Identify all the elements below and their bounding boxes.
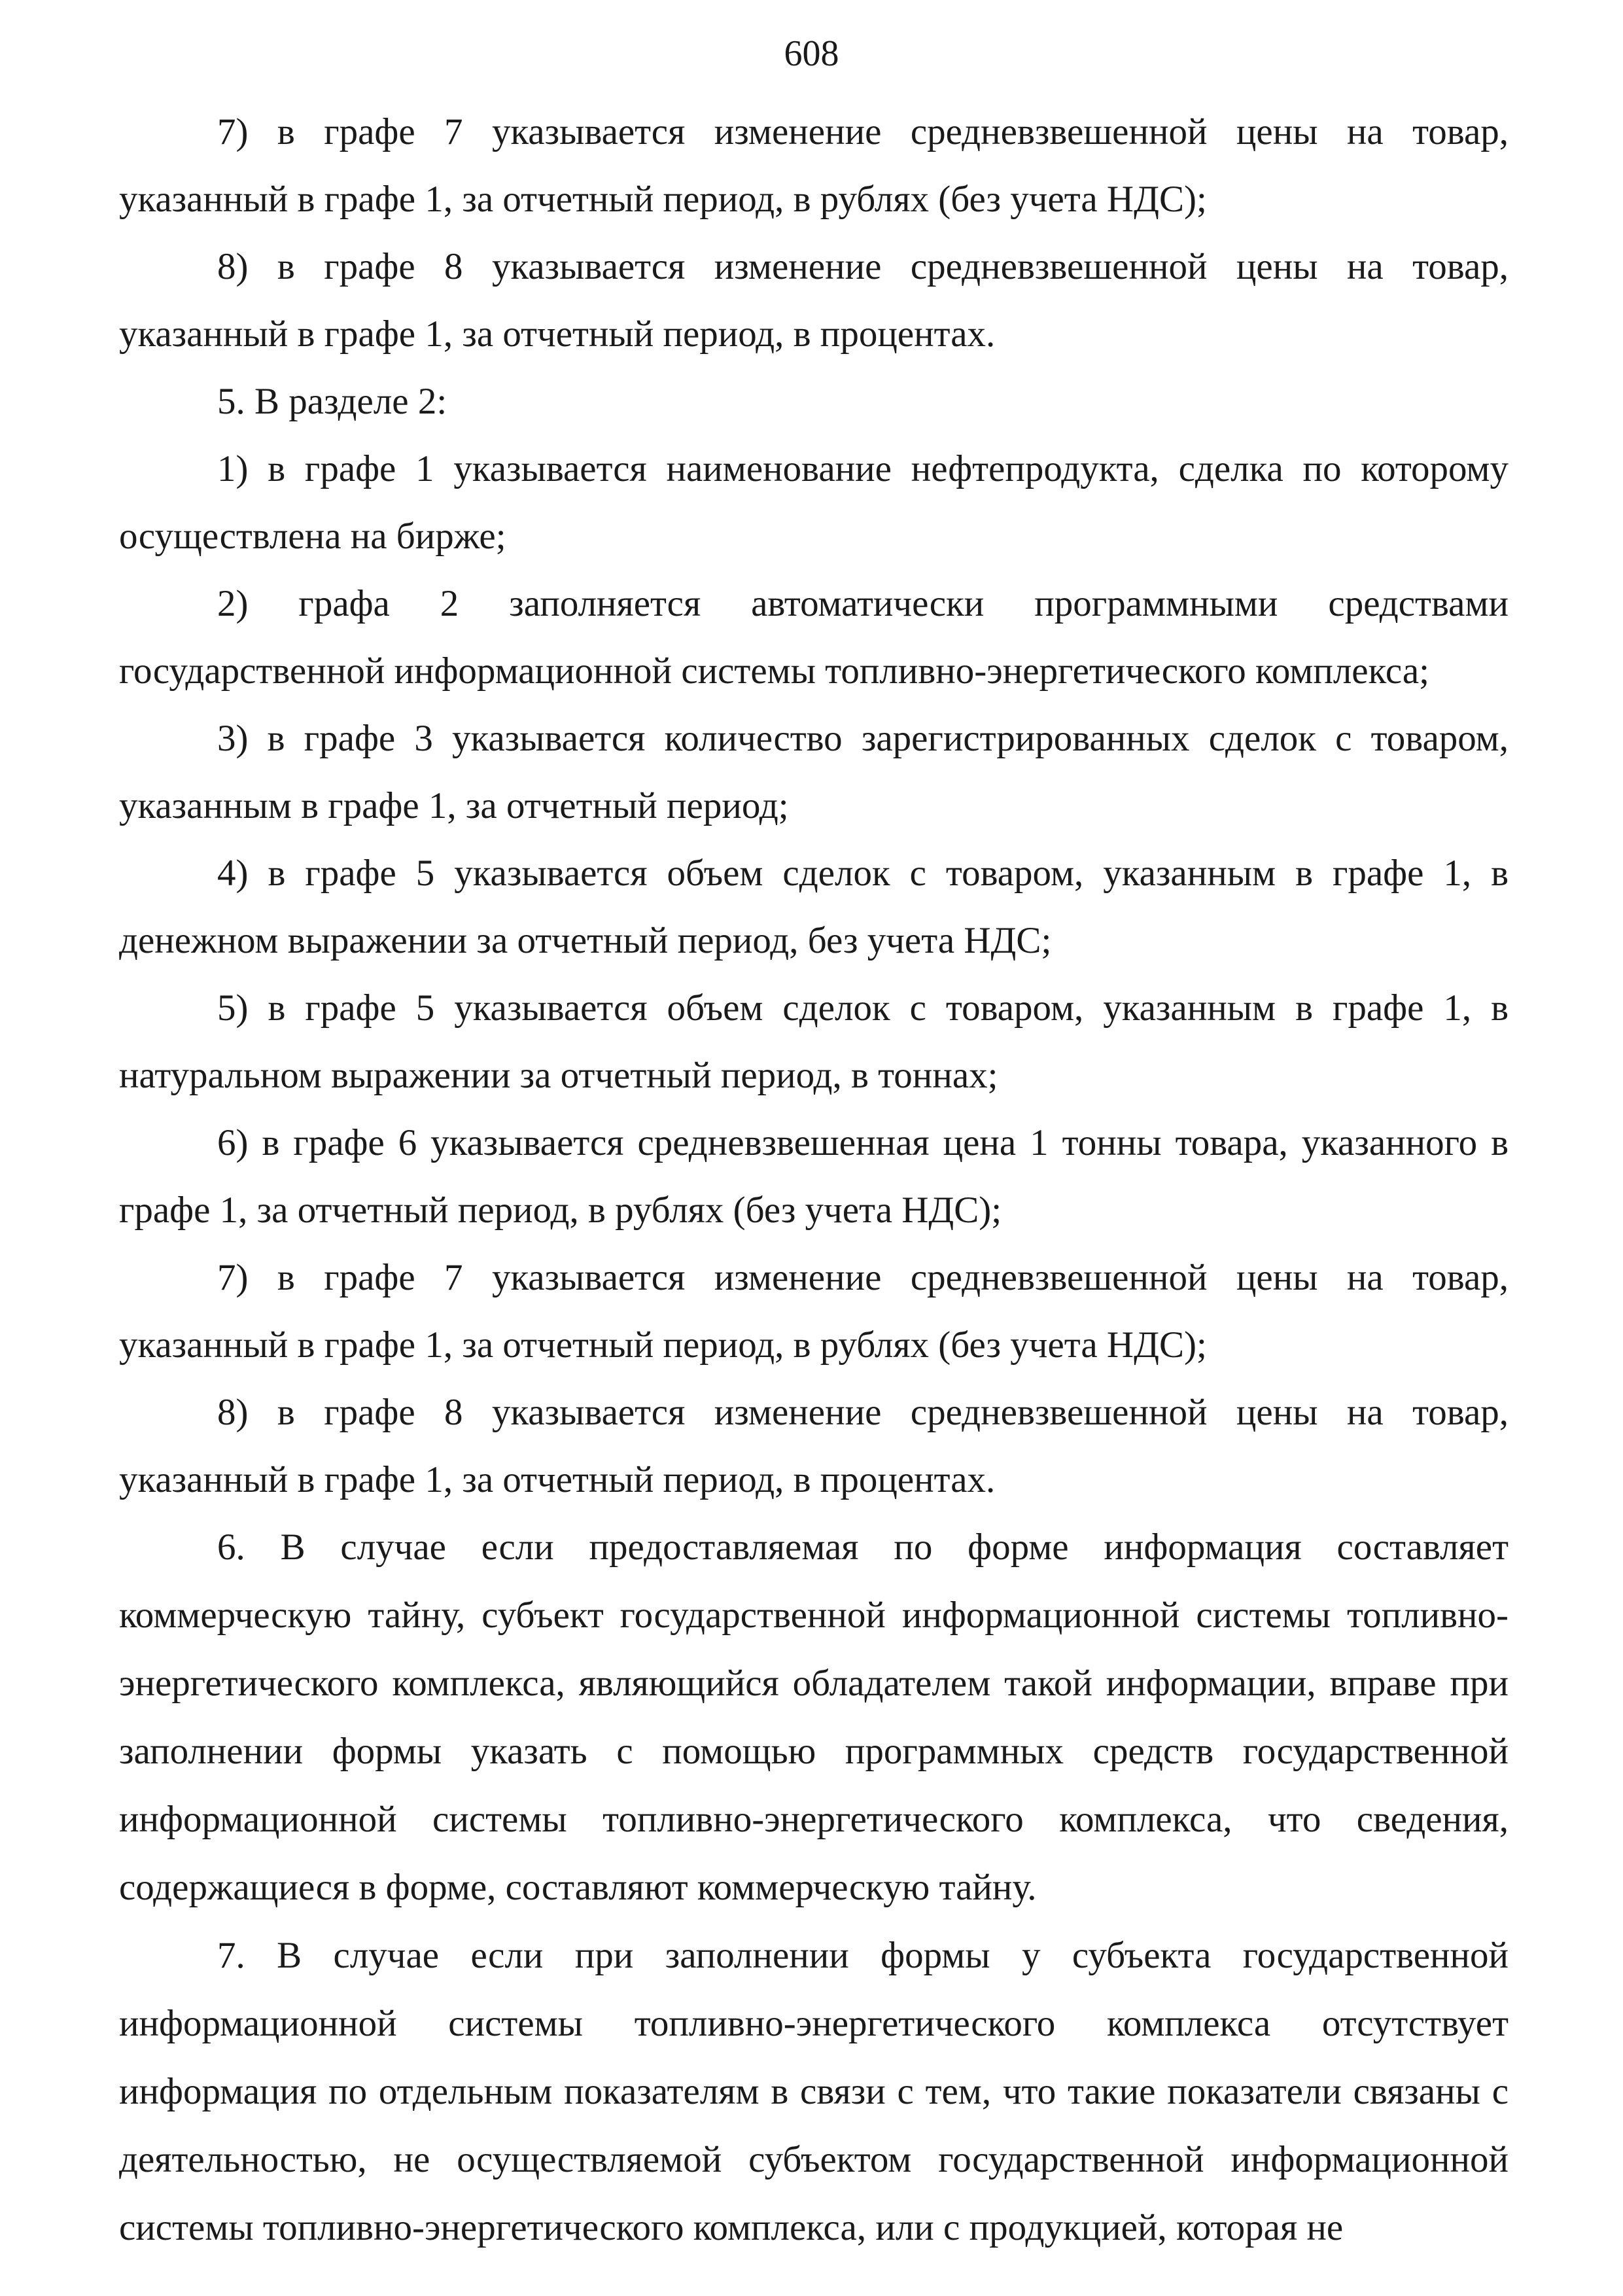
paragraph: 7) в графе 7 указывается изменение средневзвешенной цены на товар, указанный в графе 1, за отчетный период, в рублях (без учета НДС); [119, 1257, 1509, 1366]
paragraph: 1) в графе 1 указывается наименование нефтепродукта, сделка по которому осуществлена на бирже; [119, 448, 1509, 557]
paragraph: 2) графа 2 заполняется автоматически программными средствами государственной информационной системы топливно-энергетического комплекса; [119, 583, 1509, 692]
paragraph: 3) в графе 3 указывается количество зарегистрированных сделок с товаром, указанным в графе 1, за отчетный период; [119, 718, 1509, 826]
paragraph: 8) в графе 8 указывается изменение средневзвешенной цены на товар, указанный в графе 1, за отчетный период, в процентах. [119, 1392, 1509, 1500]
document-body [119, 98, 1509, 2262]
section-clauses [119, 1513, 1509, 2262]
paragraph: 4) в графе 5 указывается объем сделок с товаром, указанным в графе 1, в денежном выражении за отчетный период, без учета НДС; [119, 853, 1509, 961]
section-list-items [119, 98, 1509, 1513]
page-number: 608 [784, 33, 839, 74]
paragraph: 6) в графе 6 указывается средневзвешенная цена 1 тонны товара, указанного в графе 1, за отчетный период, в рублях (без учета НДС); [119, 1122, 1509, 1231]
paragraph: 7. В случае если при заполнении формы у субъекта государственной информационной системы топливно-энергетического комплекса отсутствует информация по отдельным показателям в связи с тем, что такие показатели связаны с деятельностью, не осуществляемой субъектом государственной информационной системы топливно-энергетического комплекса, или с продукцией, которая не [119, 1935, 1509, 2248]
paragraph: 8) в графе 8 указывается изменение средневзвешенной цены на товар, указанный в графе 1, за отчетный период, в процентах. [119, 246, 1509, 355]
paragraph: 7) в графе 7 указывается изменение средневзвешенной цены на товар, указанный в графе 1, за отчетный период, в рублях (без учета НДС); [119, 111, 1509, 220]
paragraph: 5) в графе 5 указывается объем сделок с товаром, указанным в графе 1, в натуральном выражении за отчетный период, в тоннах; [119, 987, 1509, 1096]
section-heading: 5. В разделе 2: [217, 381, 447, 422]
paragraph: 6. В случае если предоставляемая по форме информация составляет коммерческую тайну, субъект государственной информационной системы топливно-энергетического комплекса, являющийся обладателем такой информации, вправе при заполнении формы указать с помощью программных средств государственной информационной системы топливно-энергетического комплекса, что сведения, содержащиеся в форме, составляют коммерческую тайну. [119, 1527, 1509, 1908]
